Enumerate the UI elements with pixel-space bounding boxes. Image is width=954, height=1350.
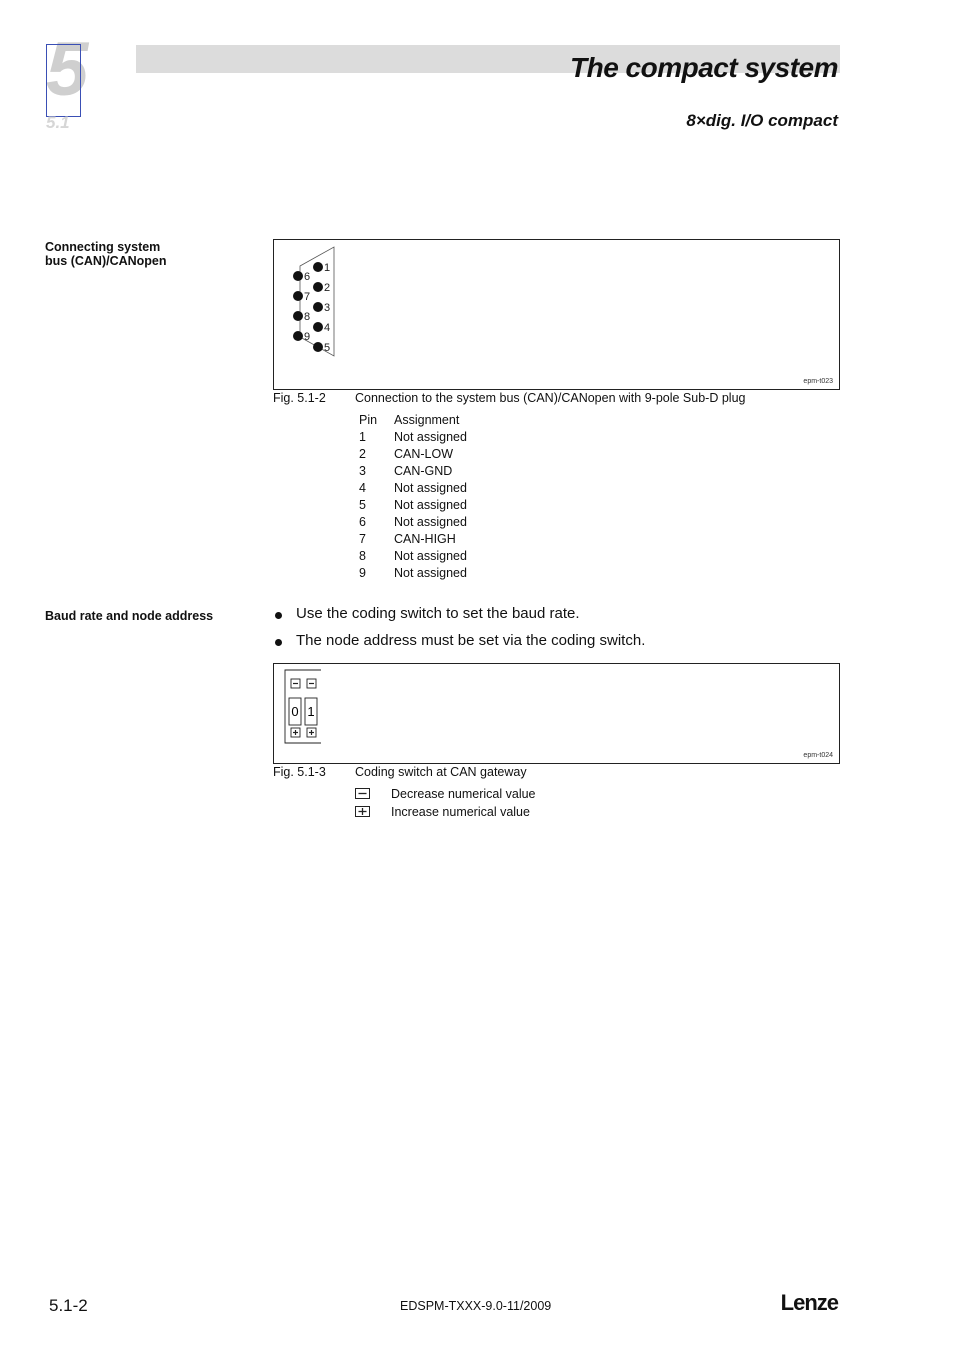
pin-dot: [313, 282, 323, 292]
bullet-text: Use the coding switch to set the baud rate.: [296, 605, 580, 622]
pin-assignment-cell: CAN-HIGH: [394, 531, 456, 546]
page-number: 5.1-2: [49, 1296, 88, 1315]
table-row: [355, 530, 467, 547]
legend-decrease: [355, 787, 536, 801]
figure-label: Fig. 5.1-3: [273, 765, 326, 779]
bullet-icon: [275, 639, 282, 646]
figure-caption: Coding switch at CAN gateway: [355, 765, 527, 779]
pin-assignment-cell: CAN-GND: [394, 463, 453, 478]
pin-dot: [293, 271, 303, 281]
coding-switch-diagram: [283, 669, 333, 747]
pin-number-cell: 7: [359, 531, 366, 546]
column-header-pin: Pin: [359, 412, 378, 427]
pin-number-cell: 6: [359, 514, 366, 529]
pin-label: 2: [324, 282, 331, 294]
pin-label: 9: [304, 331, 311, 343]
figure-label: Fig. 5.1-2: [273, 391, 326, 405]
list-item: [273, 632, 645, 659]
bullet-icon: [275, 612, 282, 619]
pin-assignment-cell: Not assigned: [394, 514, 467, 529]
pin-assignment-cell: Not assigned: [394, 548, 467, 563]
legend-increase: [355, 805, 530, 819]
bullet-list: [273, 605, 645, 659]
pin-dot: [313, 342, 323, 352]
pin-label: 3: [324, 302, 331, 314]
pin-label: 8: [304, 311, 311, 323]
pin-assignment-cell: Not assigned: [394, 480, 467, 495]
chapter-marker: [46, 44, 81, 117]
plus-button-right: [307, 728, 316, 737]
pin-dot: [293, 311, 303, 321]
table-row: [355, 445, 467, 462]
baud-section-heading: Baud rate and node address: [45, 609, 214, 623]
pin-label: 5: [324, 342, 331, 354]
table-row: [355, 462, 467, 479]
section-number: 5.1: [46, 113, 70, 132]
coding-switch-figure: [273, 663, 840, 764]
pin-dot: [313, 322, 323, 332]
column-header-assignment: Assignment: [394, 412, 460, 427]
pin-assignment-cell: Not assigned: [394, 429, 467, 444]
bullet-text: The node address must be set via the coding switch.: [296, 632, 646, 649]
table-row: [355, 564, 467, 581]
pin-assignment-cell: Not assigned: [394, 497, 467, 512]
pin-number-cell: 3: [359, 463, 366, 478]
plus-button-left: [291, 728, 300, 737]
pin-number-cell: 2: [359, 446, 366, 461]
can-heading-line1: Connecting system: [45, 240, 161, 254]
minus-button-right: [307, 679, 316, 688]
table-row: [355, 513, 467, 530]
subd-connector-diagram: [284, 244, 354, 364]
pin-number-cell: 1: [359, 429, 366, 444]
pin-dot: [313, 302, 323, 312]
legend-text: Increase numerical value: [391, 805, 530, 819]
table-row: [355, 479, 467, 496]
pin-number-cell: 9: [359, 565, 366, 580]
pin-label: 4: [324, 322, 331, 334]
document-code: EDSPM-TXXX-9.0-11/2009: [400, 1299, 552, 1313]
pin-dot: [313, 262, 323, 272]
figure-caption: Connection to the system bus (CAN)/CANopen with 9-pole Sub-D plug: [355, 391, 746, 405]
digit-left: 0: [291, 704, 299, 719]
page-title: The compact system: [570, 52, 838, 83]
table-header-row: [355, 411, 467, 428]
pin-label: 7: [304, 291, 311, 303]
pin-label: 1: [324, 262, 331, 274]
pin-assignment-cell: CAN-LOW: [394, 446, 454, 461]
pin-assignment-table: [355, 411, 467, 581]
minus-box-icon: [355, 788, 370, 800]
pin-assignment-cell: Not assigned: [394, 565, 467, 580]
page-subtitle: 8×dig. I/O compact: [686, 111, 838, 130]
table-row: [355, 496, 467, 513]
figure-code: epm-t024: [803, 752, 833, 759]
pin-number-cell: 5: [359, 497, 366, 512]
lenze-logo: Lenze: [780, 1290, 838, 1315]
pin-dot: [293, 331, 303, 341]
can-heading-line2: bus (CAN)/CANopen: [45, 254, 167, 268]
pin-label: 6: [304, 271, 311, 283]
chapter-number: 5: [46, 27, 89, 112]
minus-button-left: [291, 679, 300, 688]
pin-number-cell: 8: [359, 548, 366, 563]
legend-text: Decrease numerical value: [391, 787, 536, 801]
table-row: [355, 547, 467, 564]
subd-figure: [273, 239, 840, 390]
pin-dot: [293, 291, 303, 301]
list-item: [273, 605, 645, 632]
plus-box-icon: [355, 806, 370, 818]
figure-code: epm-t023: [803, 378, 833, 385]
pin-number-cell: 4: [359, 480, 366, 495]
digit-right: 1: [307, 704, 315, 719]
table-row: [355, 428, 467, 445]
can-section-heading: [45, 240, 235, 268]
